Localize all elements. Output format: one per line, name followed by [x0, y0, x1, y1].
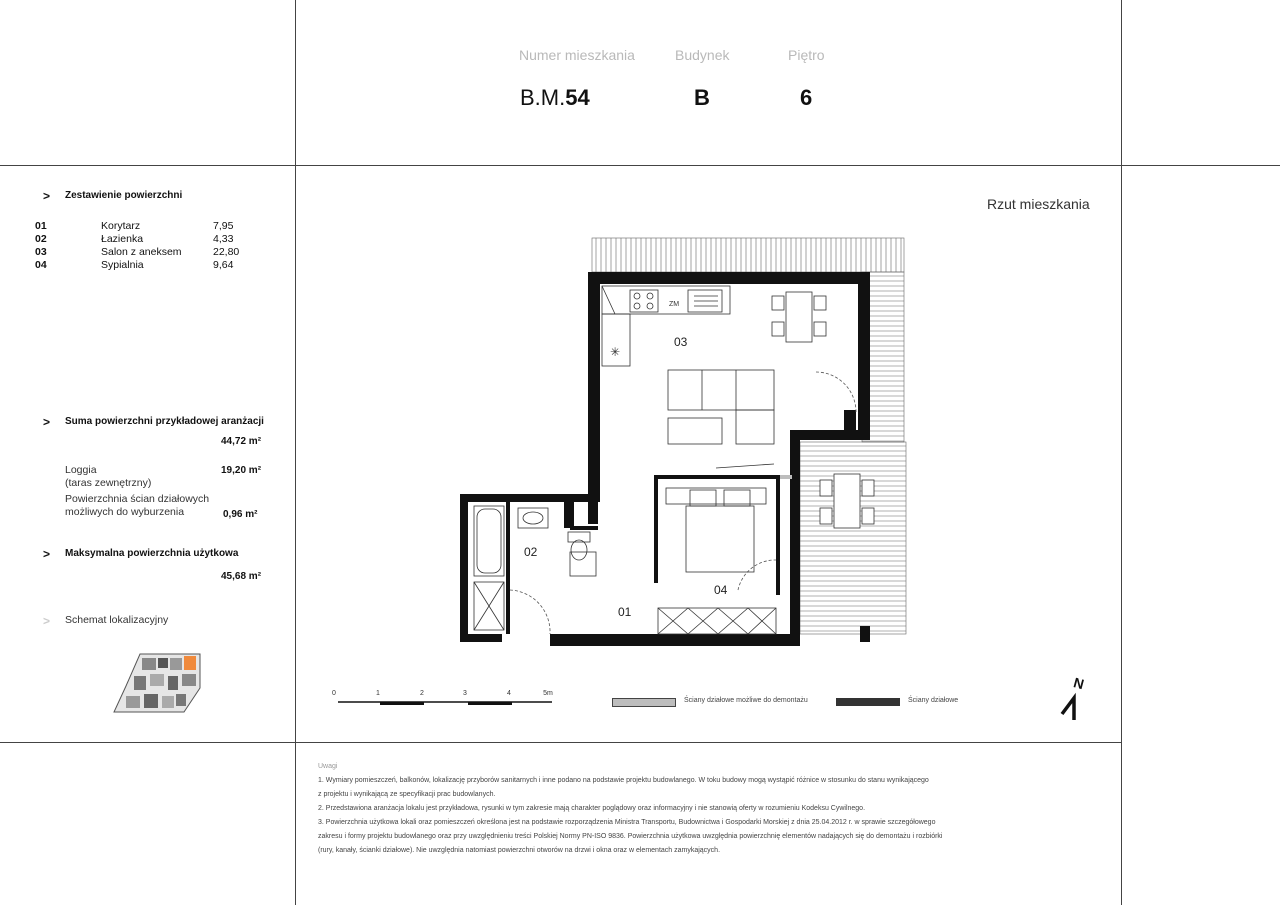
- frame-divider-top: [0, 165, 1280, 166]
- room-number: 03: [35, 246, 47, 258]
- loggia-label-line1: Loggia: [65, 464, 97, 476]
- location-schematic: [112, 652, 202, 714]
- room-area: 7,95: [213, 220, 234, 232]
- washbasin: [518, 508, 548, 528]
- room-name: Sypialnia: [101, 259, 144, 271]
- walls-label-line2: możliwych do wyburzenia: [65, 506, 185, 518]
- max-value: 45,68 m²: [221, 571, 262, 582]
- legend-demolish-swatch: [612, 698, 676, 707]
- room-label-03: 03: [674, 335, 688, 349]
- walls-label-line1: Powierzchnia ścian działowych: [65, 493, 210, 505]
- areas-title: Zestawienie powierzchni: [65, 190, 183, 201]
- floor-plan: [440, 230, 920, 650]
- north-arrow-icon: [1056, 672, 1090, 724]
- sum-value: 44,72 m²: [221, 436, 262, 447]
- frame-divider-left: [295, 0, 296, 905]
- schematic-arrow: >: [43, 614, 51, 628]
- notes-line: 1. Wymiary pomieszczeń, balkonów, lokalizację przyborów sanitarnych i inne podano na podstawie projektu budowlanego. W toku budowy mogą wystąpić różnice w stosunku do stanu wynikającego: [318, 777, 929, 784]
- compass-letter: N: [1071, 674, 1086, 693]
- walls-value: 0,96 m²: [223, 509, 258, 520]
- bed: [666, 464, 774, 572]
- notes-line: z projektu i wynikającą ze specyfikacji prac budowlanych.: [318, 791, 496, 798]
- shower-cabinet: [474, 582, 504, 630]
- scale-tick-label: 2: [420, 690, 424, 697]
- apartment-number-prefix: B.M.: [520, 85, 566, 110]
- sofa: [668, 370, 774, 444]
- apartment-number: [520, 85, 590, 111]
- scale-tick-label: 3: [463, 690, 467, 697]
- notes-line: 2. Przedstawiona aranżacja lokalu jest przykładowa, rysunki w tym zakresie mają charakter poglądowy oraz informacyjny i nie stanowią oferty w rozumieniu Kodeksu Cywilnego.: [318, 805, 866, 812]
- notes-line: zakresu i formy projektu budowlanego oraz przy uwzględnieniu treści Polskiej Normy PN-ISO 9836. Powierzchnia użytkowa uwzględnia powierzchnię elementów nadających się do demontażu i rozbiórki: [318, 833, 943, 840]
- room-number: 02: [35, 233, 47, 245]
- loggia-value: 19,20 m²: [221, 465, 262, 476]
- schematic-title: Schemat lokalizacyjny: [65, 614, 169, 626]
- notes-line: 3. Powierzchnia użytkowa lokali oraz pomieszczeń określona jest na podstawie rozporządzenia Ministra Transportu, Budownictwa i Gospodarki Morskiej z dnia 25.04.2012 r. w sprawie szczegółowego: [318, 819, 936, 826]
- ventilation-icon: ✳: [610, 345, 621, 359]
- doors: [510, 372, 856, 634]
- building-value-text: B: [694, 85, 710, 110]
- sum-arrow: >: [43, 415, 51, 429]
- frame-divider-bottom: [0, 742, 1121, 743]
- scale-tick-label: 4: [507, 690, 511, 697]
- bathtub: [474, 506, 504, 576]
- room-area-table: [35, 220, 265, 272]
- room-area: 22,80: [213, 246, 240, 258]
- notes: [318, 760, 978, 858]
- room-name: Korytarz: [101, 220, 141, 232]
- room-number: 01: [35, 220, 47, 232]
- building-label: Budynek: [675, 47, 730, 63]
- room-area: 4,33: [213, 233, 234, 245]
- apartment-number-value: 54: [565, 85, 590, 110]
- notes-line: (rury, kanały, ścianki działowe). Nie uwzględnia natomiast powierzchni otworów na drzwi i okna oraz w elementach zamykających.: [318, 847, 721, 854]
- loggia-label: [65, 464, 151, 490]
- room-row: [35, 259, 265, 272]
- room-label-04: 04: [714, 583, 728, 597]
- room-row: [35, 233, 265, 246]
- room-number: 04: [35, 259, 47, 271]
- room-name: Salon z aneksem: [101, 246, 182, 258]
- exterior-walls: [460, 272, 870, 646]
- room-label-02: 02: [524, 545, 538, 559]
- demolishable-wall: [780, 475, 792, 479]
- max-arrow: >: [43, 547, 51, 561]
- room-row: [35, 220, 265, 233]
- dining-table: [772, 292, 826, 342]
- toilet: [568, 532, 596, 576]
- room-area: 9,64: [213, 259, 234, 271]
- areas-arrow: >: [43, 189, 51, 203]
- sum-title: Suma powierzchni przykładowej aranżacji: [65, 416, 264, 427]
- scale-tick-label: 5m: [543, 690, 553, 697]
- scale-bar: [330, 685, 570, 710]
- wardrobe: [658, 608, 776, 634]
- floor-value-text: 6: [800, 85, 813, 110]
- notes-title: Uwagi: [318, 763, 338, 770]
- highlighted-apartment: [184, 656, 196, 670]
- floor-value: [800, 85, 812, 111]
- room-label-01: 01: [618, 605, 632, 619]
- kitchen: [602, 286, 730, 366]
- legend-walls-swatch: [836, 698, 900, 706]
- scale-tick-label: 0: [332, 690, 336, 697]
- apartment-number-label: Numer mieszkania: [519, 47, 635, 63]
- frame-divider-right: [1121, 0, 1122, 905]
- room-name: Łazienka: [101, 233, 144, 245]
- loggia-terrace: [800, 442, 906, 634]
- fridge-label: ZM: [669, 301, 680, 308]
- legend-demolish-label: Ściany działowe możliwe do demontażu: [684, 697, 808, 704]
- scale-tick-label: 1: [376, 690, 380, 697]
- legend-walls-label: Ściany działowe: [908, 697, 959, 704]
- walls-label: [65, 493, 209, 519]
- max-title: Maksymalna powierzchnia użytkowa: [65, 548, 239, 559]
- plan-title: Rzut mieszkania: [987, 196, 1090, 212]
- loggia-label-line2: (taras zewnętrzny): [65, 477, 152, 489]
- loggia-top-hatch: [592, 238, 904, 272]
- floor-label: Piętro: [788, 47, 825, 63]
- building-value: [694, 85, 710, 111]
- room-row: [35, 246, 265, 259]
